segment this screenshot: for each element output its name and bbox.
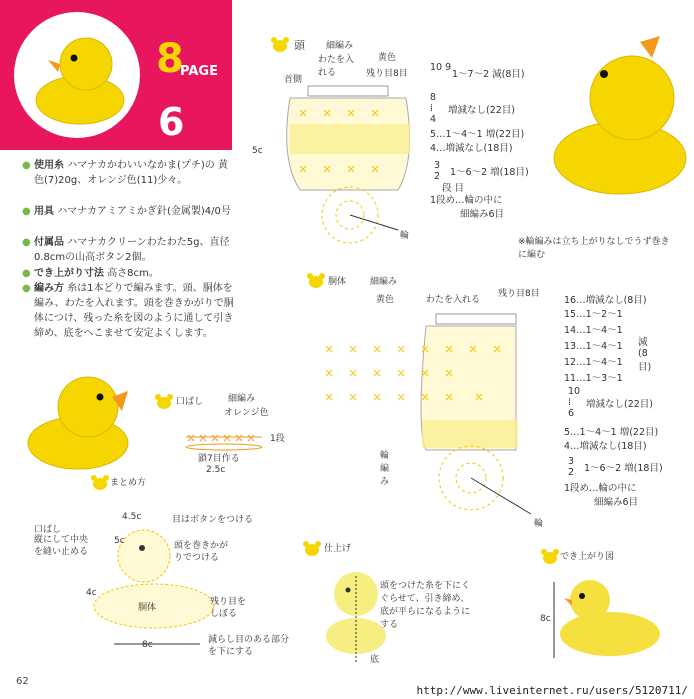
beak-chain: 鎖7目作る	[198, 454, 240, 464]
assembly-bottom: 減らし目のある部分を下にする	[208, 635, 290, 657]
head-row-4: 4…増減なし(18目)	[430, 143, 513, 154]
body-row-12: 12…1～4～1	[564, 357, 623, 368]
pattern-number: 6	[158, 100, 185, 144]
beak-stitch: 細編み	[228, 394, 256, 404]
body-row-1b: 細編み6目	[594, 497, 639, 508]
spec-method: ● 編み方 糸は1本どりで編みます。頭、胴体を編み、わたを入れます。頭を巻きかがりで胴体につけ、残った糸を図のように通して引き締め、底をへこませて安定よくします。	[22, 283, 234, 339]
assembly-beak-label: 口ばし	[34, 525, 62, 535]
head-size: 5c	[252, 146, 263, 156]
assembly-beak-desc: 縦にして中央を縫い止める	[34, 535, 89, 557]
bear-icon	[302, 540, 322, 560]
head-wata: わたを入れる	[318, 55, 355, 78]
body-remain: 残り目8目	[498, 289, 540, 299]
body-row-16: 16…増減なし(8目)	[564, 295, 647, 306]
head-row-3-2: 3 2	[434, 160, 441, 182]
duck-photo	[14, 12, 140, 138]
beak-title: 口ばし	[176, 397, 204, 407]
spec-hook: ● 用具 ハマナカアミアミかぎ針(金属製)4/0号	[22, 206, 231, 217]
body-row-inc: 1～6～2 増(18目)	[584, 463, 663, 474]
head-remain: 残り目8目	[366, 69, 408, 79]
body-wata: わたを入れる	[426, 295, 481, 305]
head-row-5: 5…1～4～1 増(22目)	[430, 129, 525, 140]
body-loop: 輪編み	[380, 451, 390, 487]
beak-chart	[184, 433, 264, 453]
body-row-3-2: 3 2	[568, 456, 575, 478]
spec-size-label: でき上がり寸法	[34, 268, 104, 279]
head-diagram	[280, 80, 420, 250]
done-size: 8c	[540, 614, 551, 624]
bear-icon	[306, 272, 326, 292]
assembly-button: 目はボタンをつける	[172, 515, 254, 525]
bear-icon	[270, 36, 290, 56]
spec-size: ● でき上がり寸法 高さ8cm。	[22, 268, 159, 279]
head-row-dec: 1～7～2 減(8目)	[452, 69, 525, 80]
spec-hook-label: 用具	[34, 206, 54, 217]
head-ring: 輪	[400, 231, 410, 241]
finish-bottom: 底	[370, 655, 380, 665]
assembly-title: まとめ方	[110, 478, 147, 488]
spec-parts-text: ハマナカクリーンわたわた5g、直径0.8cmの山高ボタン2個。	[34, 237, 230, 263]
spec-method-text: 糸は1本どりで編みます。頭、胴体を編み、わたを入れます。頭を巻きかがりで胴体につけ、残った糸を図のように通して引き締め、底をへこませて安定よくします。	[34, 283, 234, 339]
duck-photo-right	[540, 28, 690, 198]
spec-yarn: ● 使用糸 ハマナカかわいいなかま(プチ)の 黄色(7)20g、オレンジ色(11)少々。	[22, 160, 228, 186]
body-row-4: 4…増減なし(18目)	[564, 441, 647, 452]
assembly-body-label: 胴体	[138, 603, 157, 613]
head-row-even: 増減なし(22目)	[448, 105, 516, 116]
done-title: でき上がり図	[560, 552, 615, 562]
body-row-dec: 減(8目)	[638, 337, 652, 373]
duck-photo-frame	[14, 12, 140, 138]
head-row-label: 段 目	[442, 183, 465, 194]
beak-size: 2.5c	[206, 465, 226, 475]
body-row-13: 13…1～4～1	[564, 341, 623, 352]
spec-size-text: 高さ8cm。	[107, 268, 159, 279]
page-ref-number: 8	[156, 36, 184, 82]
body-ring: 輪	[534, 519, 544, 529]
head-row-8-4: 8 ⁞ 4	[430, 92, 437, 125]
head-title: 頭	[294, 39, 305, 52]
spec-method-label: 編み方	[34, 283, 64, 294]
body-title: 胴体	[328, 277, 347, 287]
loop-note: ※輪編みは立ち上がりなしでうず巻きに編む	[518, 237, 670, 260]
body-color: 黄色	[376, 295, 395, 305]
body-row-1: 1段め…輪の中に	[564, 483, 637, 494]
duck-photo-small	[18, 365, 138, 475]
body-row-15: 15…1～2～1	[564, 309, 623, 320]
spec-hook-text: ハマナカアミアミかぎ針(金属製)4/0号	[57, 206, 231, 217]
body-row-14: 14…1～4～1	[564, 325, 623, 336]
assembly-size2: 5c	[114, 536, 125, 546]
head-color: 黄色	[378, 53, 397, 63]
head-stitch: 細編み	[326, 41, 354, 51]
body-stitch: 細編み	[370, 277, 398, 287]
head-row-1b: 細編み6目	[460, 209, 505, 220]
page-number: 62	[16, 676, 29, 687]
body-row-10-6: 10 ⁞ 6	[568, 386, 581, 419]
assembly-size4: 8c	[142, 640, 153, 650]
body-row-11: 11…1～3～1	[564, 373, 623, 384]
source-url: http://www.liveinternet.ru/users/5120711/	[416, 684, 688, 697]
assembly-thread: 残り目をしぼる	[210, 597, 247, 619]
bear-icon	[90, 474, 110, 494]
head-row-1: 1段め…輪の中に	[430, 195, 503, 206]
spec-yarn-text: ハマナカかわいいなかま(プチ)の 黄色(7)20g、オレンジ色(11)少々。	[34, 160, 228, 186]
spec-parts: ● 付属品 ハマナカクリーンわたわた5g、直径0.8cmの山高ボタン2個。	[22, 237, 230, 263]
assembly-size1: 4.5c	[122, 512, 142, 522]
page-ref-label: PAGE	[180, 64, 218, 79]
beak-row-label: 1段	[270, 434, 285, 444]
body-row-even: 増減なし(22目)	[586, 399, 654, 410]
finish-desc: 頭をつけた糸を下にくぐらせて、引き締め、底が平らになるようにする	[380, 581, 471, 630]
head-row-inc: 1～6～2 増(18目)	[450, 167, 529, 178]
done-diagram	[550, 574, 670, 664]
spec-yarn-label: 使用糸	[34, 160, 64, 171]
bear-icon	[154, 393, 174, 413]
body-row-5: 5…1～4～1 増(22目)	[564, 427, 659, 438]
head-row-10-9: 10 9	[430, 62, 452, 73]
finish-title: 仕上げ	[324, 544, 352, 554]
assembly-size3: 4c	[86, 588, 97, 598]
body-diagram	[326, 310, 536, 520]
head-neck: 首側	[284, 75, 303, 85]
assembly-head-desc: 頭を巻きかがりでつける	[174, 541, 229, 563]
beak-color: オレンジ色	[224, 408, 269, 418]
bear-icon	[540, 548, 560, 568]
spec-parts-label: 付属品	[34, 237, 64, 248]
